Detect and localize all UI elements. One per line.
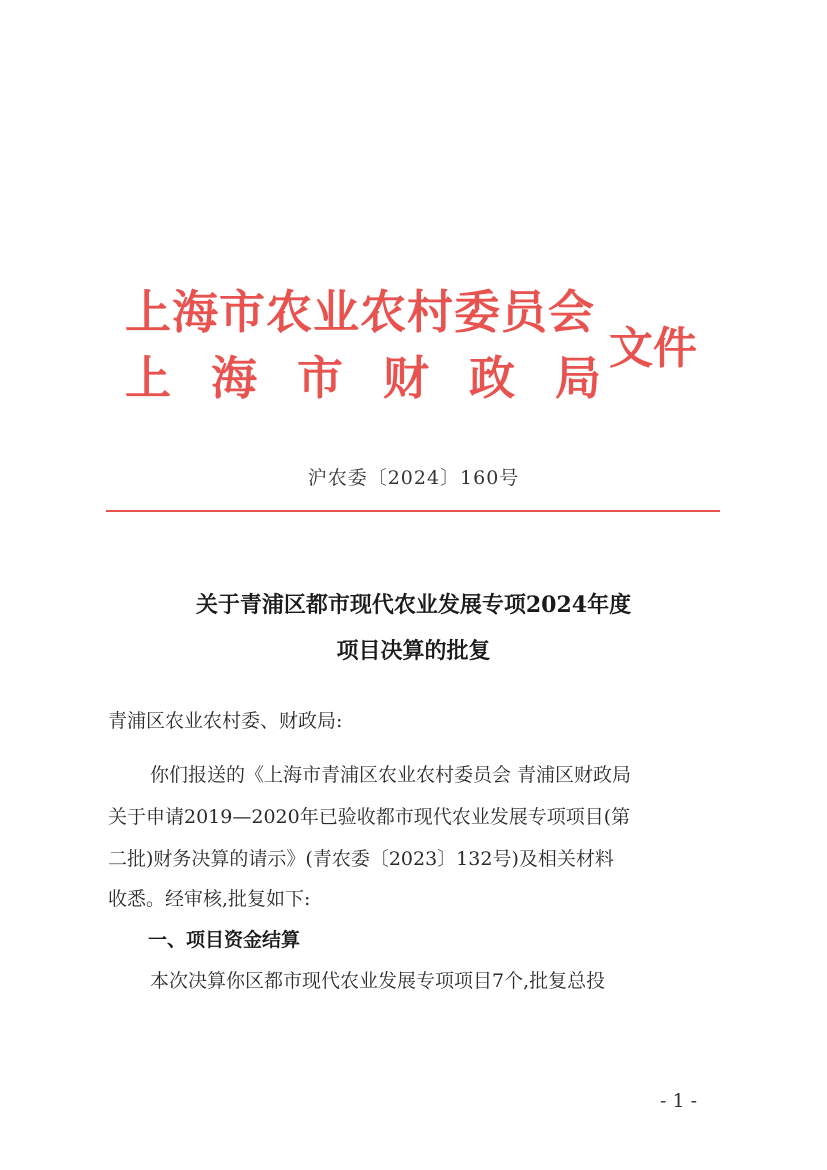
issuer-char: 海: [211, 351, 257, 405]
red-divider: [106, 510, 720, 512]
paragraph-1-line-2: 关于申请2019—2020年已验收都市现代农业发展专项项目(第: [108, 806, 631, 828]
file-label: 文件: [609, 323, 697, 374]
paragraph-1-line-3: 二批)财务决算的请示》(青农委〔2023〕132号)及相关材料: [108, 848, 614, 870]
document-header: [125, 282, 725, 412]
paragraph-2-line-1: 本次决算你区都市现代农业发展专项项目7个,批复总投: [150, 970, 606, 992]
issuer-char: 市: [297, 351, 343, 405]
document-title-line-1: 关于青浦区都市现代农业发展专项2024年度: [195, 592, 632, 618]
issuer-finance-bureau: [125, 350, 601, 406]
issuer-char: 上: [125, 351, 171, 405]
issuer-char: 局: [555, 351, 601, 405]
paragraph-1-line-4: 收悉。经审核,批复如下:: [108, 888, 311, 910]
page-number: - 1 -: [660, 1090, 698, 1112]
section-heading-1: 一、项目资金结算: [148, 929, 301, 951]
salutation: 青浦区农业农村委、财政局:: [108, 710, 343, 732]
document-title-line-2: 项目决算的批复: [336, 638, 491, 664]
issuer-char: 政: [469, 351, 515, 405]
paragraph-1-line-1: 你们报送的《上海市青浦区农业农村委员会 青浦区财政局: [150, 764, 632, 786]
document-number: 沪农委〔2024〕160号: [307, 467, 520, 489]
issuer-char: 财: [383, 351, 429, 405]
issuer-agriculture-committee: 上海市农业农村委员会: [125, 285, 595, 339]
